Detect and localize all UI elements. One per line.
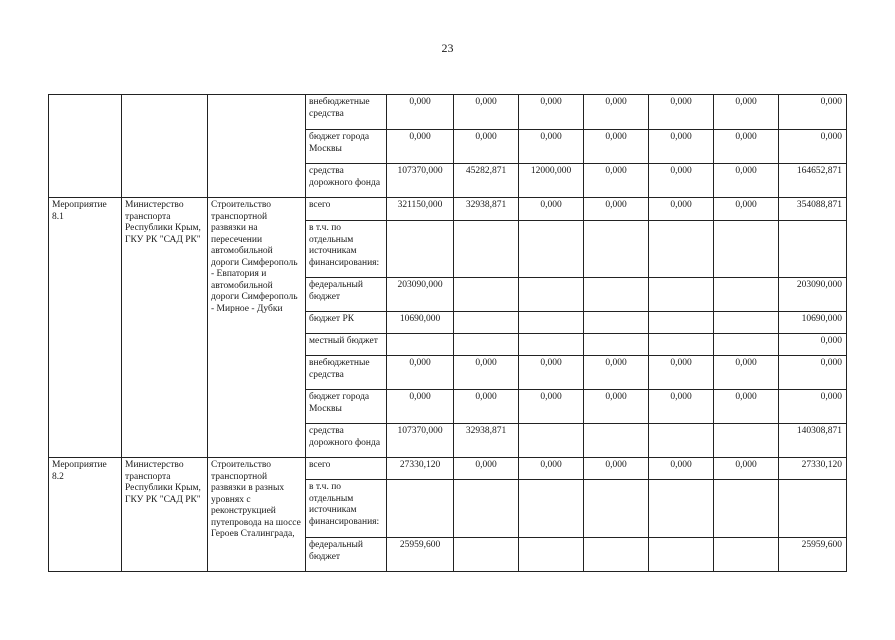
value-cell: 0,000 bbox=[714, 356, 779, 390]
funding-source: всего bbox=[306, 458, 387, 480]
value-cell: 45282,871 bbox=[454, 164, 519, 198]
value-cell: 0,000 bbox=[454, 95, 519, 130]
value-cell: 0,000 bbox=[584, 356, 649, 390]
value-cell bbox=[454, 538, 519, 572]
value-cell bbox=[714, 278, 779, 312]
total-cell: 0,000 bbox=[779, 95, 847, 130]
value-cell: 321150,000 bbox=[387, 198, 454, 221]
value-cell bbox=[519, 278, 584, 312]
funding-source: местный бюджет bbox=[306, 334, 387, 356]
value-cell: 32938,871 bbox=[454, 424, 519, 458]
value-cell bbox=[649, 424, 714, 458]
executor-cell bbox=[122, 95, 208, 198]
value-cell: 203090,000 bbox=[387, 278, 454, 312]
value-cell: 0,000 bbox=[519, 198, 584, 221]
table-row bbox=[49, 458, 847, 480]
value-cell bbox=[584, 538, 649, 572]
value-cell: 0,000 bbox=[649, 390, 714, 424]
value-cell: 0,000 bbox=[714, 390, 779, 424]
funding-source: в т.ч. по отдельным источникам финансирования: bbox=[306, 480, 387, 538]
value-cell bbox=[387, 221, 454, 278]
funding-source: бюджет города Москвы bbox=[306, 390, 387, 424]
value-cell bbox=[454, 278, 519, 312]
total-cell: 25959,600 bbox=[779, 538, 847, 572]
value-cell: 0,000 bbox=[387, 95, 454, 130]
value-cell bbox=[649, 334, 714, 356]
value-cell: 107370,000 bbox=[387, 424, 454, 458]
total-cell: 0,000 bbox=[779, 130, 847, 164]
funding-source: внебюджетные средства bbox=[306, 95, 387, 130]
value-cell bbox=[714, 221, 779, 278]
value-cell: 0,000 bbox=[649, 130, 714, 164]
value-cell: 0,000 bbox=[714, 198, 779, 221]
value-cell bbox=[454, 480, 519, 538]
value-cell: 0,000 bbox=[714, 130, 779, 164]
value-cell: 32938,871 bbox=[454, 198, 519, 221]
value-cell: 27330,120 bbox=[387, 458, 454, 480]
event-cell: Мероприятие 8.2 bbox=[49, 458, 122, 572]
value-cell: 0,000 bbox=[519, 356, 584, 390]
value-cell: 0,000 bbox=[387, 130, 454, 164]
value-cell bbox=[649, 538, 714, 572]
value-cell: 0,000 bbox=[584, 198, 649, 221]
value-cell: 0,000 bbox=[584, 164, 649, 198]
value-cell: 25959,600 bbox=[387, 538, 454, 572]
value-cell: 0,000 bbox=[649, 356, 714, 390]
funding-source: средства дорожного фонда bbox=[306, 164, 387, 198]
table-row bbox=[49, 95, 847, 130]
value-cell bbox=[714, 334, 779, 356]
value-cell: 0,000 bbox=[519, 95, 584, 130]
value-cell: 0,000 bbox=[649, 164, 714, 198]
event-cell bbox=[49, 95, 122, 198]
value-cell bbox=[649, 221, 714, 278]
value-cell: 0,000 bbox=[454, 390, 519, 424]
value-cell bbox=[584, 480, 649, 538]
value-cell: 0,000 bbox=[387, 390, 454, 424]
value-cell bbox=[649, 278, 714, 312]
value-cell bbox=[714, 424, 779, 458]
value-cell: 0,000 bbox=[584, 130, 649, 164]
value-cell: 0,000 bbox=[649, 95, 714, 130]
value-cell bbox=[387, 480, 454, 538]
value-cell bbox=[714, 480, 779, 538]
value-cell: 0,000 bbox=[584, 95, 649, 130]
value-cell bbox=[584, 278, 649, 312]
value-cell bbox=[649, 312, 714, 334]
total-cell: 203090,000 bbox=[779, 278, 847, 312]
value-cell: 0,000 bbox=[454, 458, 519, 480]
value-cell: 12000,000 bbox=[519, 164, 584, 198]
value-cell bbox=[519, 334, 584, 356]
value-cell: 0,000 bbox=[714, 164, 779, 198]
value-cell: 0,000 bbox=[454, 130, 519, 164]
value-cell bbox=[519, 538, 584, 572]
value-cell bbox=[584, 334, 649, 356]
table-row bbox=[49, 198, 847, 221]
value-cell: 0,000 bbox=[519, 130, 584, 164]
total-cell: 27330,120 bbox=[779, 458, 847, 480]
value-cell bbox=[519, 424, 584, 458]
funding-source: бюджет РК bbox=[306, 312, 387, 334]
funding-source: в т.ч. по отдельным источникам финансирования: bbox=[306, 221, 387, 278]
total-cell bbox=[779, 480, 847, 538]
total-cell: 0,000 bbox=[779, 356, 847, 390]
event-cell: Мероприятие 8.1 bbox=[49, 198, 122, 458]
total-cell bbox=[779, 221, 847, 278]
funding-source: внебюджетные средства bbox=[306, 356, 387, 390]
value-cell bbox=[454, 334, 519, 356]
value-cell: 0,000 bbox=[387, 356, 454, 390]
value-cell bbox=[714, 312, 779, 334]
executor-cell: Министерство транспорта Республики Крым, ГКУ РК "САД РК" bbox=[122, 458, 208, 572]
value-cell bbox=[714, 538, 779, 572]
value-cell: 0,000 bbox=[454, 356, 519, 390]
total-cell: 140308,871 bbox=[779, 424, 847, 458]
budget-table bbox=[48, 94, 847, 572]
total-cell: 10690,000 bbox=[779, 312, 847, 334]
value-cell bbox=[454, 221, 519, 278]
object-cell: Строительство транспортной развязки в разных уровнях с реконструкцией путепровода на шоссе Героев Сталинграда, bbox=[208, 458, 306, 572]
value-cell bbox=[584, 424, 649, 458]
value-cell bbox=[387, 334, 454, 356]
value-cell bbox=[454, 312, 519, 334]
executor-cell: Министерство транспорта Республики Крым, ГКУ РК "САД РК" bbox=[122, 198, 208, 458]
value-cell bbox=[519, 221, 584, 278]
funding-source: федеральный бюджет bbox=[306, 538, 387, 572]
value-cell bbox=[649, 480, 714, 538]
value-cell: 0,000 bbox=[519, 458, 584, 480]
total-cell: 0,000 bbox=[779, 334, 847, 356]
value-cell: 0,000 bbox=[649, 458, 714, 480]
funding-source: всего bbox=[306, 198, 387, 221]
value-cell bbox=[584, 312, 649, 334]
value-cell bbox=[519, 480, 584, 538]
page-number: 23 bbox=[441, 41, 454, 55]
total-cell: 354088,871 bbox=[779, 198, 847, 221]
value-cell: 0,000 bbox=[519, 390, 584, 424]
value-cell: 0,000 bbox=[584, 458, 649, 480]
total-cell: 0,000 bbox=[779, 390, 847, 424]
value-cell: 107370,000 bbox=[387, 164, 454, 198]
object-cell: Строительство транспортной развязки на пересечении автомобильной дороги Симферополь - Евпатория и автомобильной дороги Симферополь - Мирное - Дубки bbox=[208, 198, 306, 458]
value-cell: 0,000 bbox=[649, 198, 714, 221]
funding-source: федеральный бюджет bbox=[306, 278, 387, 312]
value-cell bbox=[519, 312, 584, 334]
funding-source: средства дорожного фонда bbox=[306, 424, 387, 458]
funding-source: бюджет города Москвы bbox=[306, 130, 387, 164]
value-cell: 0,000 bbox=[584, 390, 649, 424]
object-cell bbox=[208, 95, 306, 198]
total-cell: 164652,871 bbox=[779, 164, 847, 198]
value-cell: 0,000 bbox=[714, 458, 779, 480]
value-cell bbox=[584, 221, 649, 278]
value-cell: 10690,000 bbox=[387, 312, 454, 334]
value-cell: 0,000 bbox=[714, 95, 779, 130]
